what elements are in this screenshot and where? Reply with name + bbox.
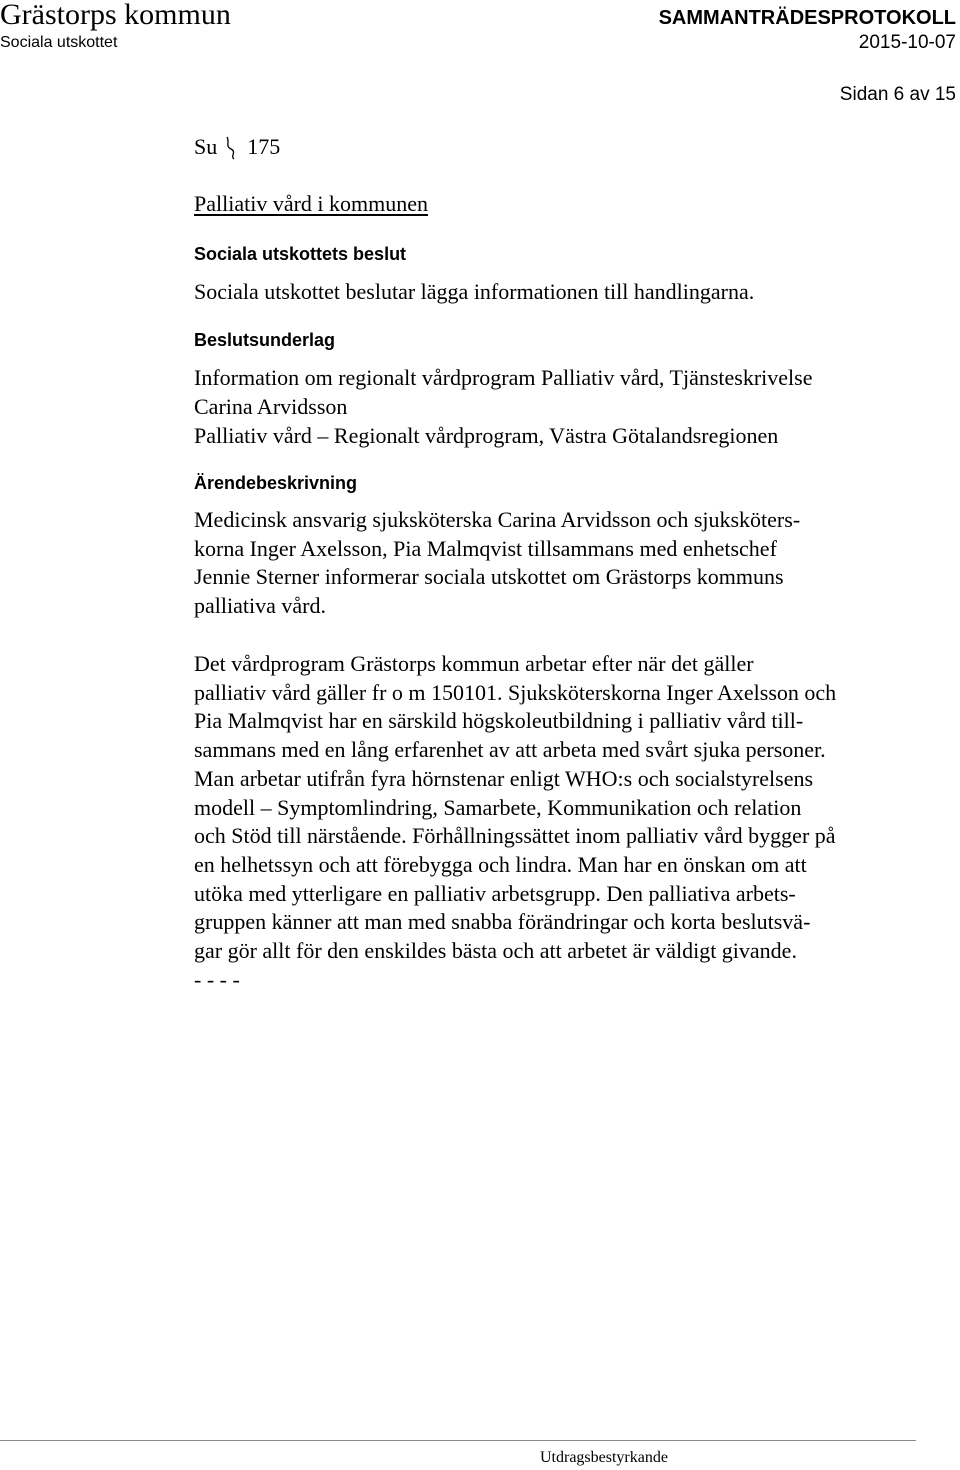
basis-heading: Beslutsunderlag [194,330,336,350]
text-line: utöka med ytterligare en palliativ arbetsgrupp. Den palliativa arbets- [194,880,796,906]
basis-line: Palliativ vård – Regionalt vårdprogram, Västra Götalandsregionen [194,423,779,448]
department-name: Sociala utskottet [0,34,118,51]
paragraph-num: 175 [247,134,281,159]
text-line: gruppen känner att man med snabba förändringar och korta beslutsvä- [194,909,811,935]
text-line: en helhetssyn och att förebygga och lindra. Man har en önskan om att [194,851,807,877]
paragraph-prefix: Su [194,134,218,159]
item-title: Palliativ vård i kommunen [194,191,429,216]
text-line: korna Inger Axelsson, Pia Malmqvist tillsammans med enhetschef [194,535,777,561]
text-line: palliativ vård gäller fr o m 150101. Sjuksköterskorna Inger Axelsson och [194,679,837,705]
description-paragraph-1 [194,506,914,621]
text-line: Man arbetar utifrån fyra hörnstenar enligt WHO:s och socialstyrelsens [194,765,814,791]
text-line: och Stöd till närstående. Förhållningssättet inom palliativ vård bygger på [194,823,836,849]
text-line: Medicinsk ansvarig sjuksköterska Carina Arvidsson och sjuksköters- [194,507,801,532]
closing-dashes: - - - - [194,966,240,992]
footer-certification-label: Utdragsbestyrkande [540,1449,668,1466]
meeting-date: 2015-10-07 [858,32,956,53]
description-paragraph-2 [194,650,914,994]
basis-line: Information om regionalt vårdprogram Palliativ vård, Tjänsteskrivelse [194,365,813,390]
text-line: Det vårdprogram Grästorps kommun arbetar efter när det gäller [194,651,754,676]
section-sign-icon [221,134,241,160]
description-heading: Ärendebeskrivning [194,473,358,493]
text-line: Pia Malmqvist har en särskild högskoleutbildning i palliativ vård till- [194,708,804,734]
text-line: sammans med en lång erfarenhet av att arbeta med svårt sjuka personer. [194,737,826,763]
paragraph-number [194,134,280,160]
decision-heading: Sociala utskottets beslut [194,244,407,264]
footer-divider [0,1440,916,1441]
decision-text: Sociala utskottet beslutar lägga informationen till handlingarna. [194,279,755,304]
text-line: palliativa vård. [194,593,326,619]
text-line: Jennie Sterner informerar sociala utskottet om Grästorps kommuns [194,564,784,590]
organization-name: Grästorps kommun [0,0,231,31]
document-type: SAMMANTRÄDESPROTOKOLL [658,7,956,29]
text-line: gar gör allt för den enskildes bästa och att arbetet är väldigt givande. [194,938,797,964]
text-line: modell – Symptomlindring, Samarbete, Kommunikation och relation [194,794,802,820]
page-number: Sidan 6 av 15 [839,84,956,105]
basis-line: Carina Arvidsson [194,394,348,419]
